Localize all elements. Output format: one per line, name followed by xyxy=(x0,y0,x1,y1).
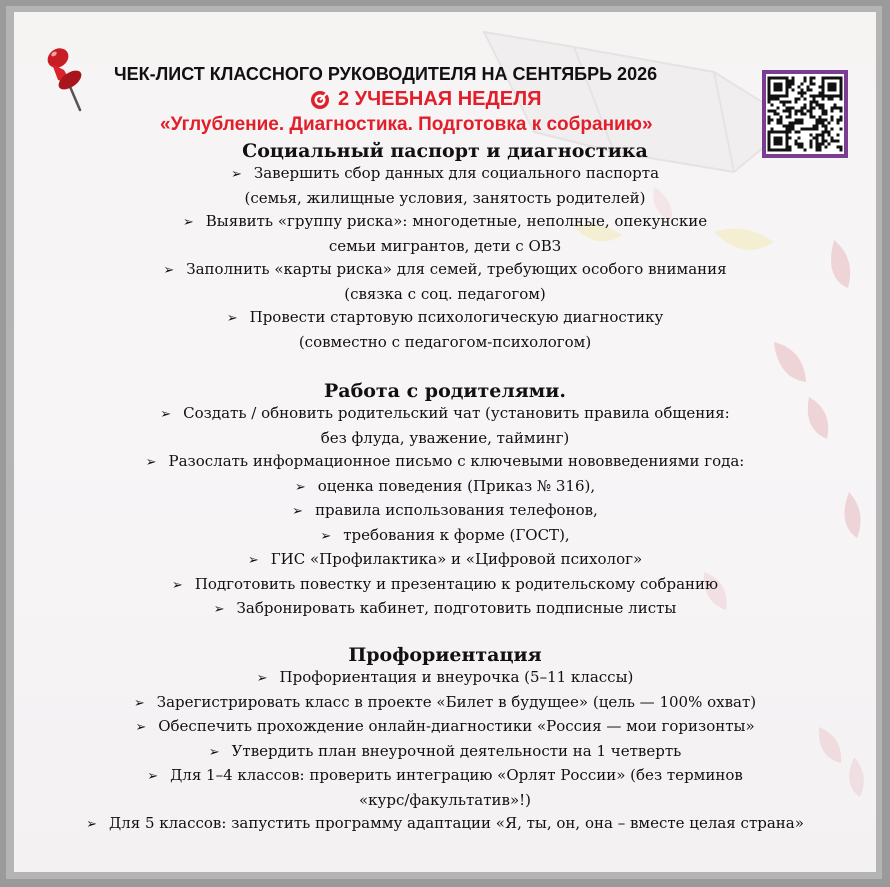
week-text: 2 УЧЕБНАЯ НЕДЕЛЯ xyxy=(338,88,542,110)
item-text-continuation: семьи мигрантов, дети с ОВЗ xyxy=(328,236,562,255)
item-text: правила использования телефонов, xyxy=(315,501,598,519)
section-items xyxy=(14,402,876,622)
pushpin-icon xyxy=(38,40,88,114)
item-text: Для 5 классов: запустить программу адаптации «Я, ты, он, она – вместе целая страна» xyxy=(108,814,804,832)
checklist-item xyxy=(14,306,876,354)
item-text-continuation: без флуда, уважение, тайминг) xyxy=(320,428,570,447)
section-career xyxy=(14,644,876,837)
checklist-item xyxy=(14,258,876,306)
arrow-bullet-icon: ➢ xyxy=(292,504,304,519)
item-text: требования к форме (ГОСТ), xyxy=(343,525,570,544)
item-text: Провести стартовую психологическую диагностику xyxy=(249,308,664,326)
checklist-item xyxy=(14,666,876,691)
page-title: ЧЕК-ЛИСТ КЛАССНОГО РУКОВОДИТЕЛЯ НА СЕНТЯБРЬ 2026 xyxy=(114,64,658,84)
arrow-bullet-icon: ➢ xyxy=(226,311,238,326)
checklist-page xyxy=(14,12,876,872)
arrow-bullet-icon: ➢ xyxy=(208,744,220,760)
checklist-item xyxy=(14,573,876,598)
arrow-bullet-icon: ➢ xyxy=(135,720,147,735)
item-text: Выявить «группу риска»: многодетные, неполные, опекунские xyxy=(205,212,708,230)
checklist-item xyxy=(14,162,876,210)
checklist-item xyxy=(14,210,876,258)
item-text: оценка поведения (Приказ № 316), xyxy=(317,476,596,495)
checklist-item xyxy=(14,715,876,740)
arrow-bullet-icon: ➢ xyxy=(247,553,259,568)
arrow-bullet-icon: ➢ xyxy=(213,602,225,617)
checklist-item xyxy=(14,524,876,549)
item-text-continuation: (связка с соц. педагогом) xyxy=(344,284,546,303)
checklist-item xyxy=(14,475,876,500)
item-text: Разослать информационное письмо с ключевыми нововведениями года: xyxy=(168,452,745,470)
arrow-bullet-icon: ➢ xyxy=(163,263,175,278)
week-subtitle: «Углубление. Диагностика. Подготовка к собранию» xyxy=(160,114,653,135)
item-text: Для 1–4 классов: проверить интеграцию «Орлят России» (без терминов xyxy=(170,766,743,784)
arrow-bullet-icon: ➢ xyxy=(160,407,172,422)
section-items xyxy=(14,666,876,837)
arrow-bullet-icon: ➢ xyxy=(147,769,159,784)
target-icon xyxy=(310,90,330,110)
arrow-bullet-icon: ➢ xyxy=(133,695,145,711)
item-text: Создать / обновить родительский чат (установить правила общения: xyxy=(183,404,730,422)
item-text: Подготовить повестку и презентацию к родительскому собранию xyxy=(194,574,719,593)
arrow-bullet-icon: ➢ xyxy=(182,215,194,230)
item-text: Завершить сбор данных для социального паспорта xyxy=(253,164,660,182)
checklist-item xyxy=(14,402,876,450)
section-title: Профориентация xyxy=(348,644,542,666)
section-items xyxy=(14,162,876,354)
item-text: Обеспечить прохождение онлайн-диагностики «Россия — мои горизонты» xyxy=(158,717,755,735)
section-title: Социальный паспорт и диагностика xyxy=(242,140,648,162)
item-text: ГИС «Профилактика» и «Цифровой психолог» xyxy=(270,550,643,568)
section-title: Работа с родителями. xyxy=(323,380,567,402)
section-parents xyxy=(14,380,876,622)
item-text-continuation: «курс/факультатив»!) xyxy=(358,790,532,809)
arrow-bullet-icon: ➢ xyxy=(145,455,157,470)
item-text: Утвердить план внеурочной деятельности на 1 четверть xyxy=(231,741,682,760)
arrow-bullet-icon: ➢ xyxy=(256,671,268,686)
item-text: Профориентация и внеурочка (5–11 классы) xyxy=(279,668,634,686)
checklist-item xyxy=(14,764,876,812)
arrow-bullet-icon: ➢ xyxy=(171,577,183,593)
checklist-item xyxy=(14,597,876,622)
checklist-item xyxy=(14,812,876,837)
item-text-continuation: (семья, жилищные условия, занятость родителей) xyxy=(244,188,646,207)
arrow-bullet-icon: ➢ xyxy=(294,479,306,495)
week-label xyxy=(310,88,542,111)
checklist-item xyxy=(14,548,876,573)
section-social-passport xyxy=(14,140,876,354)
arrow-bullet-icon: ➢ xyxy=(230,167,242,182)
item-text: Забронировать кабинет, подготовить подписные листы xyxy=(236,599,677,617)
arrow-bullet-icon: ➢ xyxy=(320,528,332,544)
item-text: Зарегистрировать класс в проекте «Билет в будущее» (цель — 100% охват) xyxy=(156,692,757,711)
item-text: Заполнить «карты риска» для семей, требующих особого внимания xyxy=(186,260,727,278)
checklist-item xyxy=(14,691,876,716)
item-text-continuation: (совместно с педагогом-психологом) xyxy=(298,332,592,351)
checklist-item xyxy=(14,450,876,475)
arrow-bullet-icon: ➢ xyxy=(86,817,97,832)
checklist-item xyxy=(14,740,876,765)
checklist-item xyxy=(14,499,876,524)
